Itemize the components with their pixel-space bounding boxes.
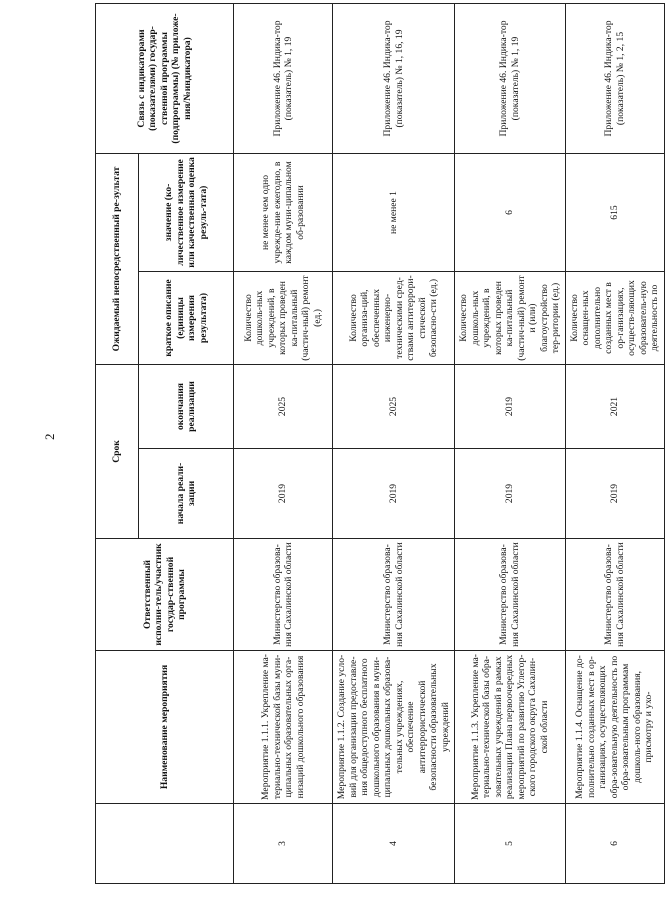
row-start: 2019 [333,449,455,539]
row-start: 2019 [455,449,566,539]
header-term: Срок [96,365,139,539]
row-executor: Министерство образова-ния Сахалинской области [333,539,455,651]
row-value: 6 [455,154,566,272]
row-num: 3 [234,804,333,884]
page-number: 2 [42,433,57,440]
row-num: 5 [455,804,566,884]
row-desc: Количество оснащен-ных дополнительно созданных мест в ор-ганизациях, осуществ-ляющих образователь-ную деятельность по [565,272,664,365]
header-name: Наименование мероприятия [96,651,234,804]
header-result: Ожидаемый непосредственный ре-зультат [96,154,139,365]
table-row [565,4,664,884]
row-link: Приложение 46. Индика-тор (показатель) № 1, 19 [455,4,566,154]
row-name: Мероприятие 1.1.4. Оснащение до-полнительно созданных мест в ор-ганизациях, осуществляющих обра-зовательную деятельность по обра-зовательным программам дошколь-ного образования, присмотру и ухо- [565,651,664,804]
row-start: 2019 [565,449,664,539]
row-desc: Количество организа-ций, обеспеченных инженерно-техническими сред-ствами антитеррори-стической безопасно-сти (ед.) [333,272,455,365]
row-end: 2025 [234,365,333,449]
table-row [455,4,566,884]
row-name: Мероприятие 1.1.2. Создание усло-вий для организации предоставле-ния общедоступного бесплатного дошкольного образования в муни-ципальных дошкольных образова-тельных учреждениях, обеспечение антитеррористической безопасности образовательных учреждений [333,651,455,804]
header-term-start: начала реали-зации [139,449,234,539]
row-link: Приложение 46. Индика-тор (показатель) № 1, 2, 15 [565,4,664,154]
row-desc: Количество дошколь-ных учреждений, в которых проведен ка-питальный (частич-ный) ремонт и (или) благоустройство тер-ритории (ед.) [455,272,566,365]
row-value: не менее 1 [333,154,455,272]
row-start: 2019 [234,449,333,539]
header-result-desc: краткое описание (единицы измерения результата) [139,272,234,365]
row-link: Приложение 46. Индика-тор (показатель) № 1, 16, 19 [333,4,455,154]
header-row-1 [96,4,139,884]
table-row [333,4,455,884]
row-link: Приложение 46. Индика-тор (показатель) № 1, 19 [234,4,333,154]
header-executor: Ответственный исполни-тель/участник государ-ственной программы [96,539,234,651]
header-term-end: окончания реализации [139,365,234,449]
row-end: 2021 [565,365,664,449]
program-table [95,3,665,884]
table-row [234,4,333,884]
row-end: 2025 [333,365,455,449]
row-end: 2019 [455,365,566,449]
row-num: 6 [565,804,664,884]
header-num [96,804,234,884]
row-value: не менее чем одно учрежде-ние ежегодно, в каждом муни-ципальном об-разовании [234,154,333,272]
row-num: 4 [333,804,455,884]
row-name: Мероприятие 1.1.3. Укрепление ма-териально-технической базы обра-зовательных учреждений в рамках реализации Плана первоочередных мероприятий по развитию Углегор-ского городского округа Сахалин-ской области [455,651,566,804]
row-executor: Министерство образова-ния Сахалинской области [234,539,333,651]
row-value: 615 [565,154,664,272]
header-result-value: значение (ко-личественное измерение или качественная оценка резуль-тата) [139,154,234,272]
header-link: Связь с индикаторами (показателями) государ-ственной программы (подпрограммы) (№ приложе-ния/№индикатора) [96,4,234,154]
row-name: Мероприятие 1.1.1. Укрепление ма-териально-технической базы муни-ципальных образовательных орга-низаций дошкольного образования [234,651,333,804]
row-desc: Количество дошколь-ных учреждений, в которых проведен ка-питальный (частич-ный) ремонт (ед.) [234,272,333,365]
row-executor: Министерство образова-ния Сахалинской области [565,539,664,651]
row-executor: Министерство образова-ния Сахалинской области [455,539,566,651]
